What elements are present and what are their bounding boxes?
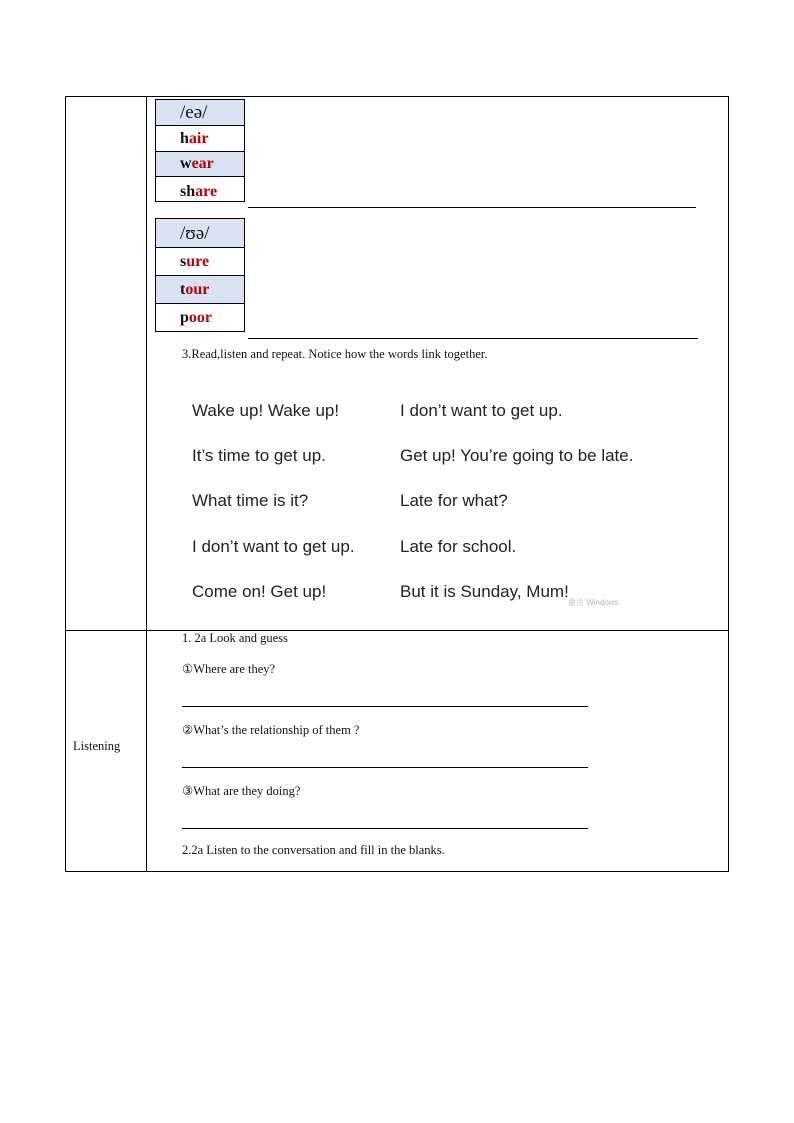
row-divider: [65, 630, 729, 631]
instruction-3: 3.Read,listen and repeat. Notice how the words link together.: [182, 347, 488, 361]
phonics-word-poor: p oor: [156, 303, 244, 331]
table-top-border: [65, 96, 729, 97]
table-left-border: [65, 96, 66, 872]
phonics-symbol: /eə/: [156, 100, 244, 125]
phonics-table-ua: [155, 218, 245, 332]
answer-line: [248, 207, 696, 208]
question-1: ①Where are they?: [182, 662, 276, 676]
dialogue-right-3: Late for what?: [400, 491, 508, 510]
phonics-table-ea: [155, 99, 245, 202]
dialogue-left-1: Wake up! Wake up!: [192, 401, 340, 420]
phonics-word-sure: s ure: [156, 247, 244, 275]
phonics-word-tour: t our: [156, 275, 244, 303]
dialogue-right-4: Late for school.: [400, 537, 517, 556]
dialogue-right-2: Get up! You’re going to be late.: [400, 446, 634, 465]
answer-line[interactable]: [182, 828, 588, 829]
activation-watermark: 激活 Windows: [568, 598, 619, 607]
question-3: ③What are they doing?: [182, 784, 301, 798]
table-right-border: [728, 96, 729, 872]
table-bottom-border: [65, 871, 729, 872]
answer-line[interactable]: [182, 706, 588, 707]
dialogue-right-5: But it is Sunday, Mum!: [400, 582, 569, 601]
answer-line[interactable]: [182, 767, 588, 768]
dialogue-left-4: I don’t want to get up.: [192, 537, 355, 556]
dialogue-left-2: It’s time to get up.: [192, 446, 326, 465]
dialogue-left-5: Come on! Get up!: [192, 582, 327, 601]
dialogue-left-3: What time is it?: [192, 491, 309, 510]
answer-line: [248, 338, 698, 339]
column-divider: [146, 96, 147, 872]
listening-task-1: 1. 2a Look and guess: [182, 631, 288, 645]
question-2: ②What’s the relationship of them ?: [182, 723, 360, 737]
listening-task-2: 2.2a Listen to the conversation and fill in the blanks.: [182, 843, 445, 857]
dialogue-right-1: I don’t want to get up.: [400, 401, 563, 420]
phonics-word-hair: h air: [156, 125, 244, 151]
phonics-symbol: /ʊə/: [156, 219, 244, 247]
phonics-word-wear: w ear: [156, 151, 244, 176]
phonics-word-share: sh are: [156, 176, 244, 201]
listening-label: Listening: [73, 739, 121, 753]
